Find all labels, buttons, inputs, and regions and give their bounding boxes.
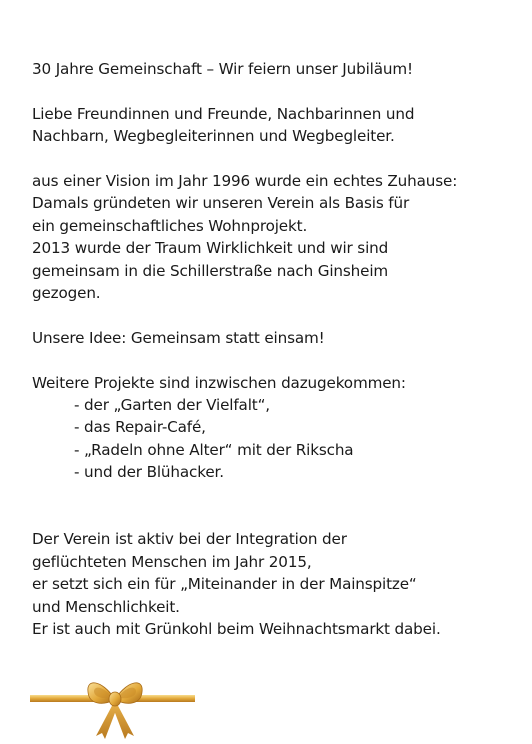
engagement-line: und Menschlichkeit.	[32, 597, 180, 616]
history-line: 2013 wurde der Traum Wirklichkeit und wir sind	[32, 239, 389, 258]
project-list-item: - der „Garten der Vielfalt“,	[74, 396, 270, 415]
spacer	[32, 484, 527, 529]
engagement-line: geflüchteten Menschen im Jahr 2015,	[32, 552, 312, 571]
history-line: Damals gründeten wir unseren Verein als Basis für	[32, 194, 410, 213]
gold-ribbon-bow-icon	[30, 676, 200, 740]
engagement-line: Der Verein ist aktiv bei der Integration der	[32, 530, 347, 549]
projects-section	[32, 372, 527, 484]
greeting-line: Nachbarn, Wegbegleiterinnen und Wegbegleiter.	[32, 127, 395, 146]
spacer	[32, 304, 527, 326]
greeting-paragraph	[32, 103, 527, 148]
spacer	[32, 349, 527, 371]
spacer	[32, 80, 527, 102]
engagement-line: Er ist auch mit Grünkohl beim Weihnachtsmarkt dabei.	[32, 620, 441, 639]
greeting-line: Liebe Freundinnen und Freunde, Nachbarinnen und	[32, 104, 415, 123]
letter-body	[32, 58, 527, 640]
history-line: ein gemeinschaftliches Wohnprojekt.	[32, 216, 308, 235]
engagement-line: er setzt sich ein für „Miteinander in der Mainspitze“	[32, 575, 417, 594]
ribbon-tail-right	[112, 702, 134, 739]
history-line: gezogen.	[32, 284, 101, 303]
engagement-paragraph	[32, 528, 527, 640]
project-list-item: - „Radeln ohne Alter“ mit der Rikscha	[74, 440, 354, 459]
projects-intro: Weitere Projekte sind inzwischen dazugekommen:	[32, 373, 406, 392]
document-title: 30 Jahre Gemeinschaft – Wir feiern unser Jubiläum!	[32, 60, 413, 78]
motto-line: Unsere Idee: Gemeinsam statt einsam!	[32, 328, 325, 347]
ribbon-knot	[109, 692, 121, 706]
history-line: aus einer Vision im Jahr 1996 wurde ein echtes Zuhause:	[32, 172, 458, 190]
spacer	[32, 148, 527, 170]
project-list-item: - das Repair-Café,	[74, 418, 206, 437]
project-list-item: - und der Blühacker.	[74, 463, 224, 482]
history-paragraph	[32, 170, 527, 304]
history-line: gemeinsam in die Schillerstraße nach Ginsheim	[32, 261, 389, 280]
